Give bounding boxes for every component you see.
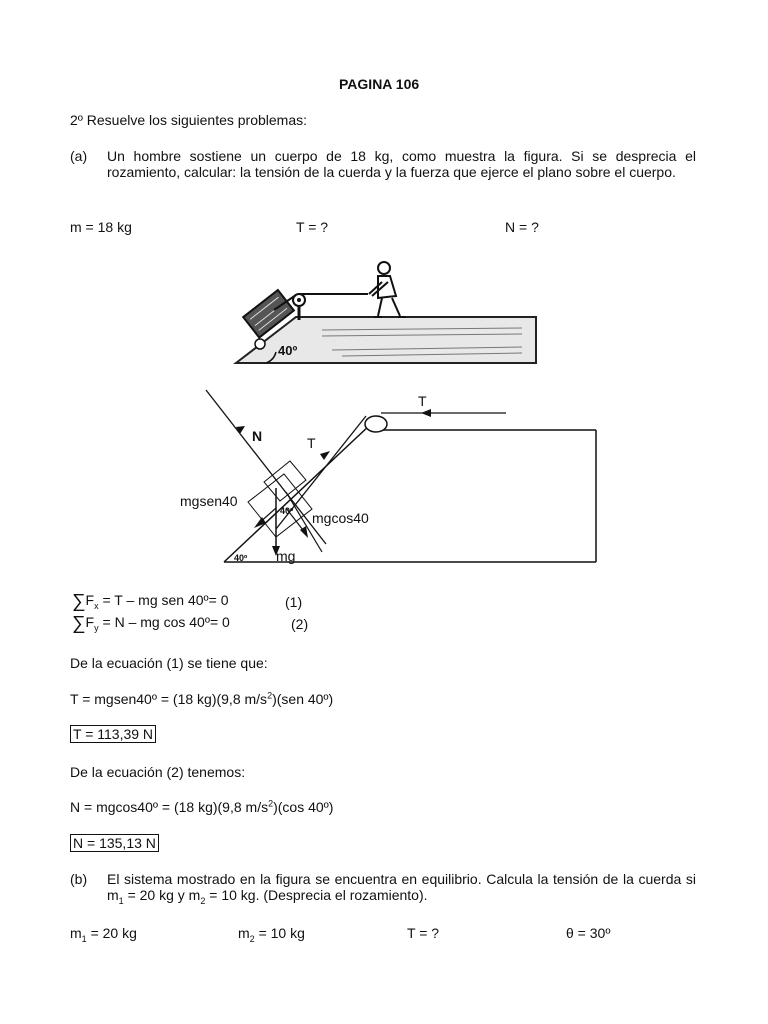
problem-b-label: (b) <box>70 871 88 887</box>
T-result: T = 113,39 N <box>70 725 156 743</box>
problem-a-text: Un hombre sostiene un cuerpo de 18 kg, como muestra la figura. Si se desprecia el rozamiento, calcular: la tensión de la cuerda y la fuerza que ejerce el plano sobre el cuerpo. <box>107 148 696 180</box>
diagram-pulley <box>365 416 387 432</box>
label-mgsen: mgsen40 <box>180 493 238 509</box>
N-result: N = 135,13 N <box>70 834 159 852</box>
problem-a-label: (a) <box>70 148 88 164</box>
photo-angle-label: 40º <box>278 343 298 358</box>
equation-2: $\sum F_y = N$ – mg cos 40º= 0 <box>72 613 230 634</box>
given-m2: $m_2 = 10$ kg <box>238 925 305 944</box>
given-T-b: T = ? <box>407 925 440 941</box>
from-eq1-text: De la ecuación (1) se tiene que: <box>70 655 268 671</box>
given-theta: θ = 30º <box>566 925 611 941</box>
label-N: N <box>252 428 263 444</box>
label-mg: mg <box>276 548 296 564</box>
label-T-top: T <box>418 393 427 409</box>
equation-1: $\sum F_x = T$ – mg sen 40º= 0 <box>72 591 229 612</box>
label-angle-base: 40º <box>234 553 248 563</box>
page-title: PAGINA 106 <box>339 76 420 92</box>
problem-b-text: El sistema mostrado en la figura se encuentra en equilibrio. Calcula la tensión de la cuerda si $m_1 = 20$ kg y $m_2 = 10$ kg. (Desprecia el rozamiento). <box>107 871 696 906</box>
incline-photo <box>232 240 540 366</box>
section-heading: 2º Resuelve los siguientes problemas: <box>70 112 308 128</box>
label-angle-inner: 40º <box>280 506 294 516</box>
sum-icon: ∑ <box>72 591 86 612</box>
sum-icon: ∑ <box>72 613 86 634</box>
force-diagram <box>176 384 616 570</box>
given-mass: m = 18 kg <box>70 219 132 235</box>
label-T: T <box>307 435 316 451</box>
T-formula: T = mgsen40º = (18 kg)(9,8 $m/s^2)(sen$ 40º) <box>70 690 334 707</box>
given-normal: N = ? <box>505 219 539 235</box>
label-mgcos: mgcos40 <box>312 510 369 526</box>
N-formula: N = mgcos40º = (18 kg)(9,8 $m/s^2)(\cos$ 40º) <box>70 798 334 815</box>
equation-2-number: (2) <box>291 616 309 632</box>
from-eq2-text: De la ecuación (2) tenemos: <box>70 764 246 780</box>
given-tension: T = ? <box>296 219 329 235</box>
given-m1: $m_1 = 20$ kg <box>70 925 137 944</box>
equation-1-number: (1) <box>285 594 303 610</box>
